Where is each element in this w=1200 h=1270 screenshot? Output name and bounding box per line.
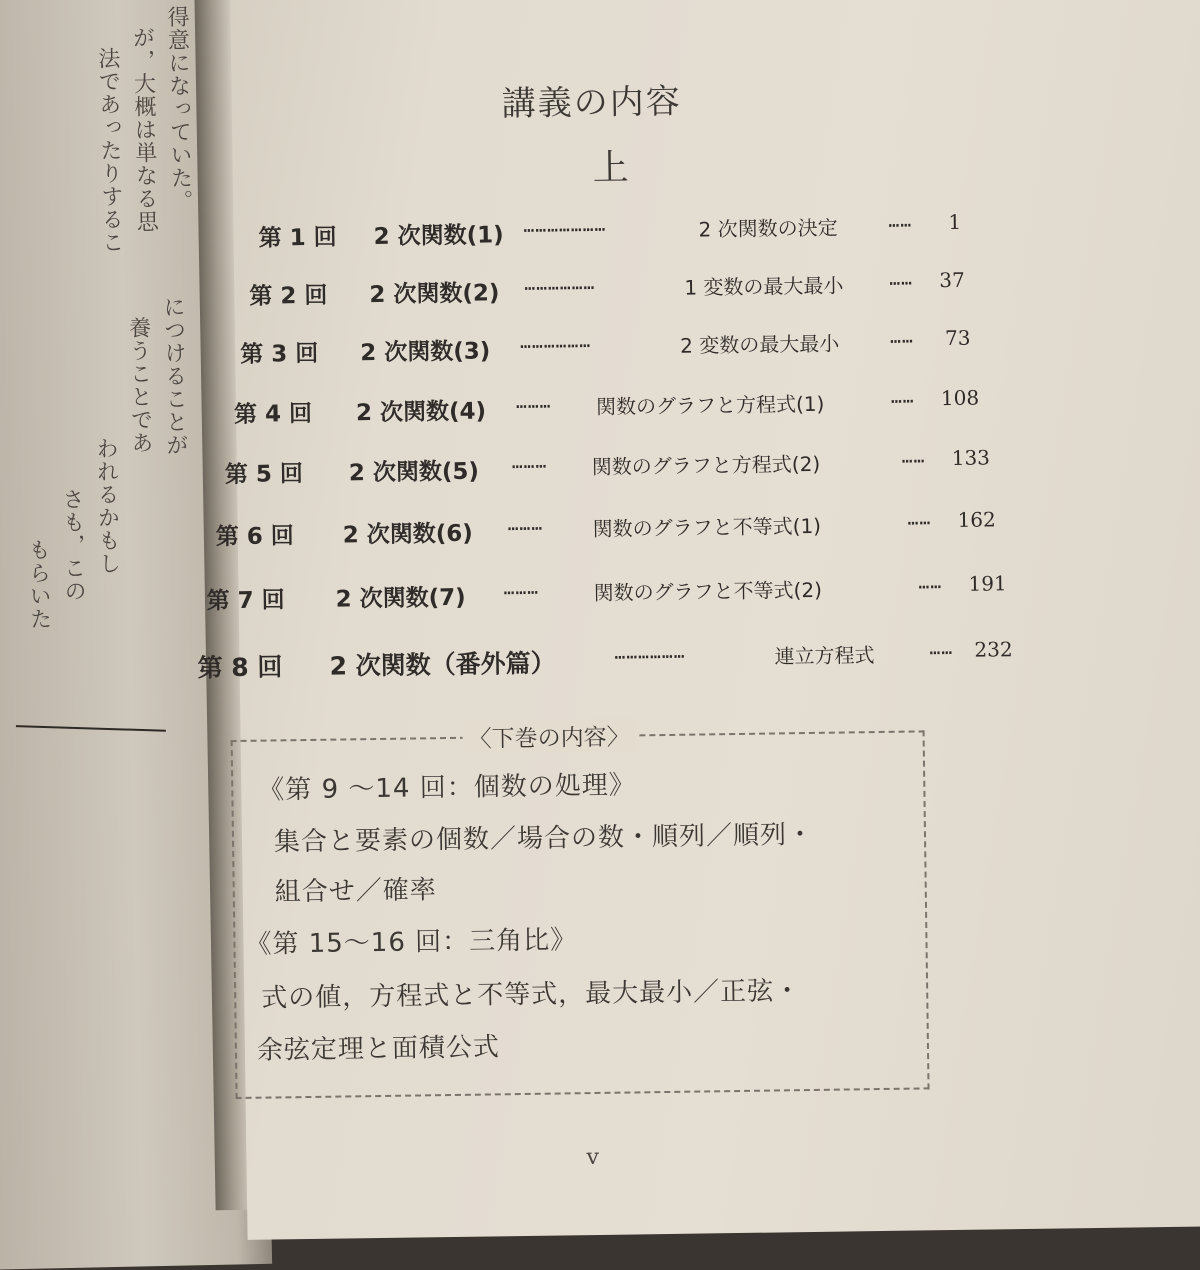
toc-number: 第 6 回 xyxy=(215,523,294,551)
toc-number: 第 4 回 xyxy=(233,400,313,428)
toc-page: 191 xyxy=(968,571,1007,596)
toc-title: 2 次関数(6) xyxy=(342,520,473,549)
volume-label: 上 xyxy=(592,147,629,189)
toc-row xyxy=(215,504,1200,558)
left-page-text-col-10: さも，この xyxy=(58,487,87,604)
toc-page: 108 xyxy=(940,385,980,411)
lower-volume-line: 《第 9 〜14 回：個数の処理》 xyxy=(258,770,636,806)
left-page-text-col-8: 養うことであ xyxy=(125,316,154,455)
left-page-text-col-9: われるかもし xyxy=(92,436,121,576)
toc-leader: …… xyxy=(890,386,915,408)
toc-leader: ……………… xyxy=(614,641,686,664)
toc-row xyxy=(224,442,1200,496)
toc-leader: …… xyxy=(889,268,914,290)
toc-subtitle: 連立方程式 xyxy=(774,643,875,669)
toc-subtitle: 2 変数の最大最小 xyxy=(679,331,840,358)
toc-subtitle: 関数のグラフと方程式(1) xyxy=(595,391,825,419)
toc-title: 2 次関数(2) xyxy=(369,280,500,309)
lower-volume-line: 式の値，方程式と不等式，最大最小／正弦・ xyxy=(261,976,802,1014)
lower-volume-box xyxy=(231,724,930,1099)
toc-row xyxy=(234,264,1200,318)
toc-title: 2 次関数(4) xyxy=(355,398,487,427)
left-page-text-col-3: 得意になっていた。 xyxy=(163,5,194,213)
toc-page: 1 xyxy=(948,209,962,234)
toc-leader: ………………… xyxy=(523,214,607,237)
toc-title: 2 次関数(7) xyxy=(335,584,466,613)
toc-leader: ……………… xyxy=(524,272,596,295)
lower-volume-line: 《第 15〜16 回：三角比》 xyxy=(245,925,578,960)
toc-page: 162 xyxy=(957,507,996,532)
toc-leader: ……… xyxy=(507,513,544,536)
toc-page: 73 xyxy=(944,325,971,351)
toc-title: 2 次関数（番外篇） xyxy=(329,648,556,681)
toc-leader: ……… xyxy=(515,391,552,414)
toc-row xyxy=(197,634,1200,688)
toc-page: 133 xyxy=(951,445,991,470)
toc-row xyxy=(235,322,1200,376)
left-page-rule xyxy=(16,725,166,732)
left-page-text-col-11: もらいた xyxy=(24,538,52,631)
left-page-text-col-4: が，大概は単なる思 xyxy=(129,25,159,234)
toc-leader: …… xyxy=(889,326,914,348)
lower-volume-line: 組合せ／確率 xyxy=(274,875,437,908)
page-heading: 講義の内容 xyxy=(501,81,683,125)
contents-page xyxy=(197,0,1200,1240)
page-folio: v xyxy=(586,1144,600,1171)
toc-subtitle: 関数のグラフと不等式(1) xyxy=(592,513,822,541)
toc-title: 2 次関数(1) xyxy=(373,222,504,251)
toc-number: 第 3 回 xyxy=(240,340,319,368)
toc-page: 37 xyxy=(939,267,965,293)
toc-leader: …… xyxy=(918,572,943,594)
toc-number: 第 2 回 xyxy=(249,282,328,310)
left-page-text-col-5: 法であったりするこ xyxy=(94,46,124,255)
toc-leader: ……………… xyxy=(519,330,592,353)
toc-page: 232 xyxy=(974,637,1013,662)
lower-volume-line: 集合と要素の個数／場合の数・順列／順列・ xyxy=(273,819,815,858)
lower-volume-title: 〈下巻の内容〉 xyxy=(462,718,635,753)
toc-number: 第 1 回 xyxy=(258,224,337,252)
toc-leader: ……… xyxy=(511,451,548,474)
toc-number: 第 5 回 xyxy=(224,461,304,489)
toc-leader: ……… xyxy=(503,577,540,600)
toc-subtitle: 1 変数の最大最小 xyxy=(684,273,844,300)
toc-leader: …… xyxy=(907,508,932,530)
toc-subtitle: 関数のグラフと不等式(2) xyxy=(593,577,823,605)
toc-leader: …… xyxy=(901,446,926,468)
lower-volume-line: 余弦定理と面積公式 xyxy=(256,1032,501,1066)
toc-leader: …… xyxy=(888,210,913,232)
toc-row xyxy=(206,568,1200,622)
toc-title: 2 次関数(3) xyxy=(360,338,491,367)
toc-row xyxy=(233,206,1200,260)
toc-subtitle: 2 次関数の決定 xyxy=(698,215,838,242)
toc-subtitle: 関数のグラフと方程式(2) xyxy=(591,451,821,479)
toc-row xyxy=(233,382,1200,436)
toc-number: 第 8 回 xyxy=(197,652,283,683)
left-page-text-col-7: につけることが xyxy=(159,295,189,457)
toc-number: 第 7 回 xyxy=(206,587,285,615)
toc-title: 2 次関数(5) xyxy=(348,458,480,487)
toc-leader: …… xyxy=(929,637,954,660)
